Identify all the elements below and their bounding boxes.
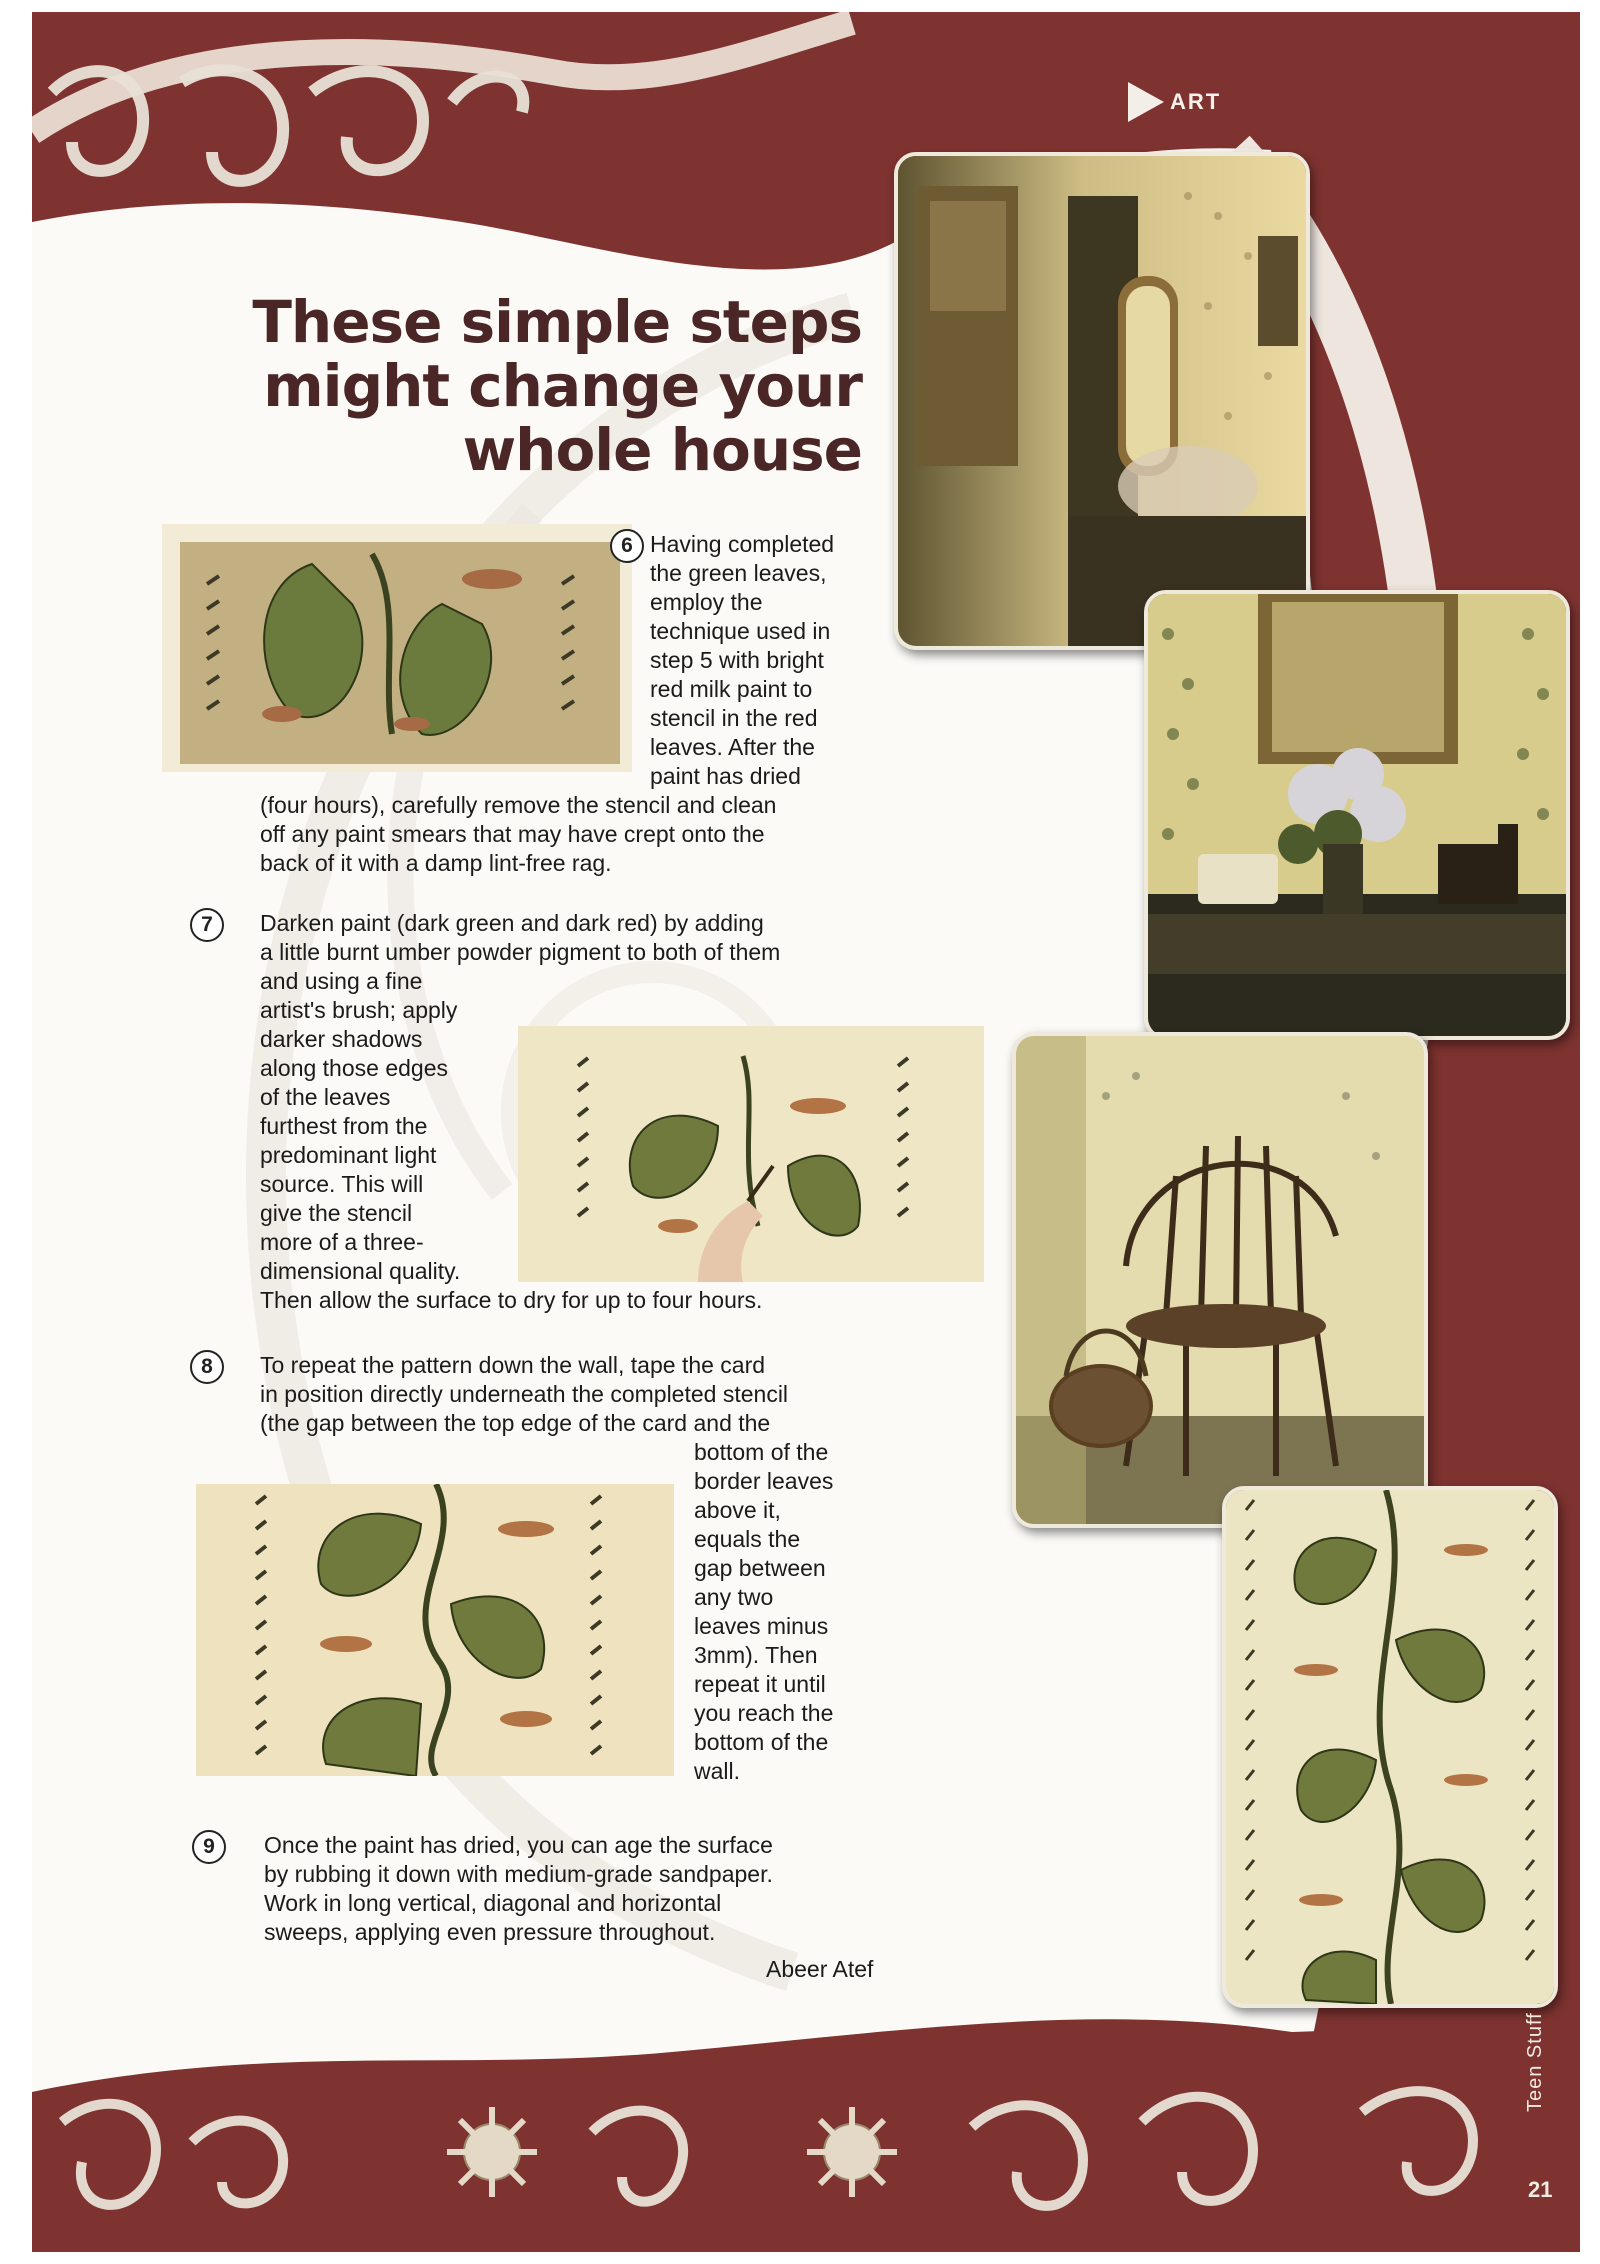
step7-line: dimensional quality. (260, 1258, 461, 1284)
step7-line: Darken paint (dark green and dark red) by adding (260, 910, 764, 936)
step8-line: leaves minus (694, 1613, 829, 1639)
step8-line: To repeat the pattern down the wall, tape the card (260, 1352, 766, 1378)
step6-line: technique used in (650, 618, 831, 644)
step8-line: wall. (694, 1758, 741, 1784)
step8-line: (the gap between the top edge of the card and the (260, 1410, 771, 1436)
step7-line: more of a three- (260, 1229, 424, 1255)
step9-line: sweeps, applying even pressure throughout. (264, 1919, 716, 1945)
step7-stencil-image (518, 1026, 984, 1282)
magazine-name: Teen Stuff (1524, 2012, 1546, 2112)
step7-line: predominant light (260, 1142, 437, 1168)
title-line: might change your (263, 352, 862, 420)
step8-line: gap between (694, 1555, 826, 1581)
step7-line: Then allow the surface to dry for up to four hours. (260, 1287, 763, 1313)
step7-line: furthest from the (260, 1113, 428, 1139)
step8-line: above it, (694, 1497, 781, 1523)
step8-line: repeat it until (694, 1671, 826, 1697)
mirror-flowers-photo (1144, 590, 1570, 1040)
step6-line: paint has dried (650, 763, 801, 789)
step8-line: any two (694, 1584, 774, 1610)
page-title (222, 290, 862, 482)
step6-line: Having completed (650, 531, 835, 557)
step6-line: stencil in the red (650, 705, 818, 731)
hallway-photo (894, 152, 1310, 650)
step7-line: artist's brush; apply (260, 997, 458, 1023)
step8-number-badge: 8 (190, 1350, 224, 1384)
step8-line: bottom of the (694, 1729, 829, 1755)
triangle-marker-icon (1128, 82, 1164, 122)
step9-line: Once the paint has dried, you can age the surface (264, 1832, 773, 1858)
step8-line: 3mm). Then (694, 1642, 818, 1668)
step6-line: (four hours), carefully remove the stencil and clean (260, 792, 777, 818)
step6-line: step 5 with bright (650, 647, 824, 673)
step9-line: by rubbing it down with medium-grade sandpaper. (264, 1861, 773, 1887)
section-label: ART (1170, 89, 1222, 114)
step7-line: darker shadows (260, 1026, 423, 1052)
title-line: whole house (462, 416, 862, 484)
step6-line: back of it with a damp lint-free rag. (260, 850, 612, 876)
step7-line: source. This will (260, 1171, 424, 1197)
step8-line: you reach the (694, 1700, 834, 1726)
step7-line: and using a fine (260, 968, 423, 994)
step8-line: equals the (694, 1526, 801, 1552)
step7-line: a little burnt umber powder pigment to both of them (260, 939, 781, 965)
step6-line: employ the (650, 589, 763, 615)
step7-line: of the leaves (260, 1084, 391, 1110)
step6-line: leaves. After the (650, 734, 815, 760)
step9-line: Work in long vertical, diagonal and horizontal (264, 1890, 722, 1916)
page-number: 21 (1528, 2177, 1553, 2202)
magazine-page (32, 12, 1580, 2252)
step7-line: give the stencil (260, 1200, 413, 1226)
leaf-column-photo (1222, 1486, 1558, 2008)
step7-line: along those edges (260, 1055, 448, 1081)
step8-line: in position directly underneath the completed stencil (260, 1381, 789, 1407)
author-byline: Abeer Atef (766, 1956, 874, 1982)
step6-stencil-image (162, 524, 632, 772)
step6-number-badge: 6 (610, 529, 644, 563)
title-line: These simple steps (252, 288, 862, 356)
section-tag (1128, 82, 1221, 122)
step6-line: red milk paint to (650, 676, 813, 702)
step6-line: off any paint smears that may have crept onto the (260, 821, 765, 847)
step8-stencil-image (196, 1484, 674, 1776)
step6-line: the green leaves, (650, 560, 827, 586)
step7-number-badge: 7 (190, 908, 224, 942)
step8-line: border leaves (694, 1468, 834, 1494)
windsor-chair-photo (1012, 1032, 1428, 1528)
step8-line: bottom of the (694, 1439, 829, 1465)
step9-number-badge: 9 (192, 1830, 226, 1864)
